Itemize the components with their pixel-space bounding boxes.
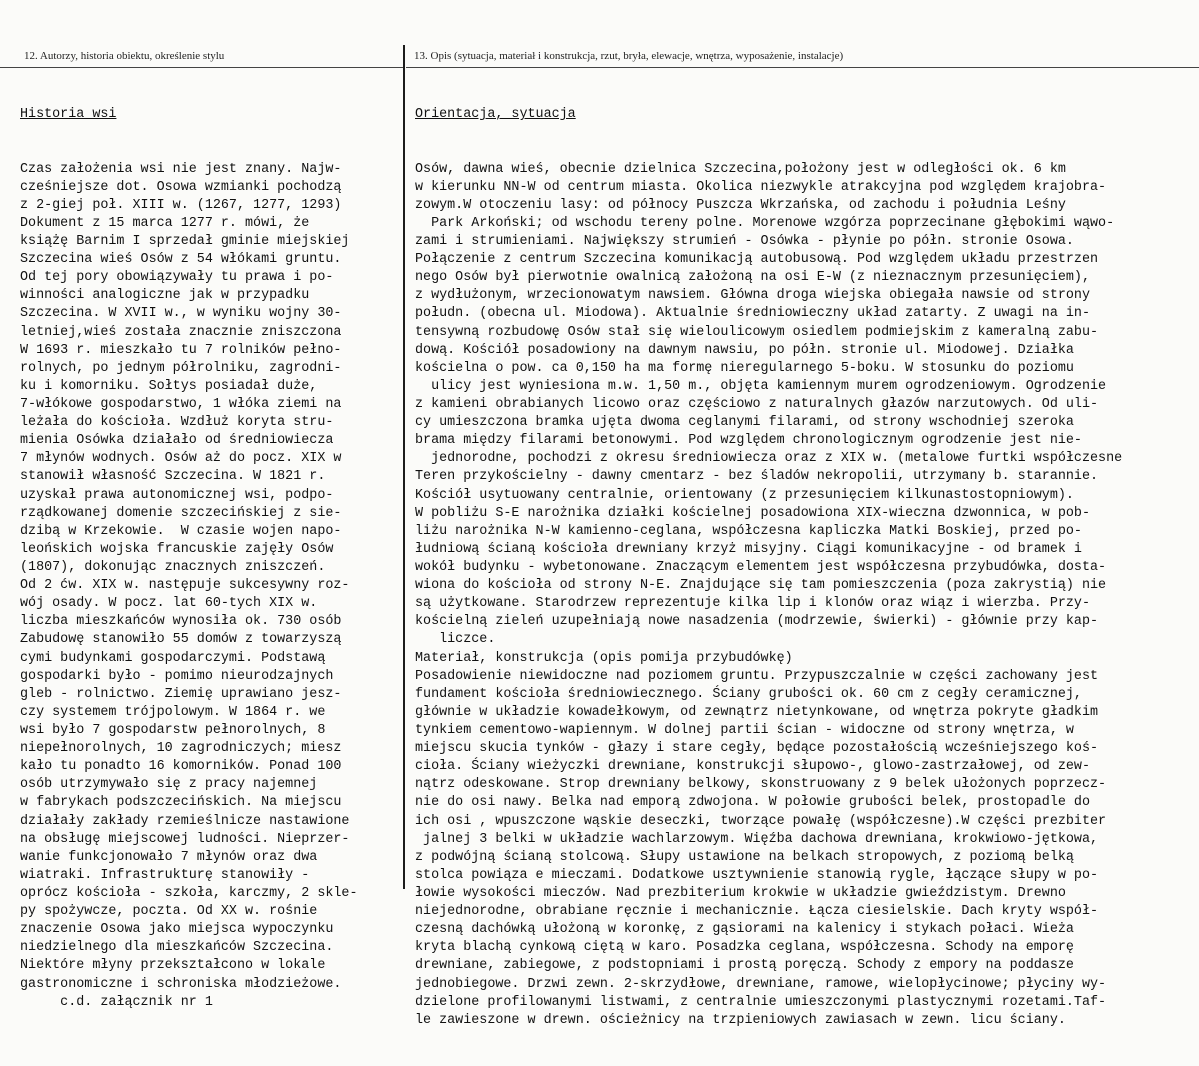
text-line: w kierunku NN-W od centrum miasta. Okolica niezwykle atrakcyjna pod względem krajobra- xyxy=(415,179,1107,195)
text-line: stanowił własność Szczecina. W 1821 r. xyxy=(20,469,326,485)
text-line: ulicy jest wyniesiona m.w. 1,50 m., objęta kamiennym murem ogrodzeniowym. Ogrodzenie xyxy=(415,378,1107,394)
text-line: winności analogiczne jak w przypadku xyxy=(20,288,310,304)
text-line: Szczecina wieś Osów z 54 włókami gruntu. xyxy=(20,252,342,268)
history-text xyxy=(20,70,402,1048)
text-line: letniej,wieś została znacznie zniszczona xyxy=(20,324,342,340)
orientation-heading: Orientacja, sytuacja xyxy=(415,107,576,123)
text-line: książę Barnim I sprzedał gminie miejskiej xyxy=(20,234,350,250)
text-line: łudniową ścianą kościoła drewniany krzyż misyjny. Ciągi komunikacyjne - od bramek i xyxy=(415,541,1082,557)
text-line: ich osi , wpuszczone wąskie deseczki, tworzące powałę (współczesne).W części prezbiter xyxy=(415,813,1107,829)
text-line: Dokument z 15 marca 1277 r. mówi, że xyxy=(20,215,310,231)
text-line: nego Osów był pierwotnie owalnicą założoną na osi E-W (z nieznacznym przesunięciem), xyxy=(415,270,1090,286)
text-line: wój osady. W pocz. lat 60-tych XIX w. xyxy=(20,596,318,612)
text-line: tynkiem cementowo-wapiennym. W dolnej partii ścian - widoczne od strony wnętrza, w xyxy=(415,723,1074,738)
section-12-caption: 12. Autorzy, historia obiektu, określenie stylu xyxy=(24,50,225,62)
description-panel xyxy=(406,45,1199,1028)
text-line: niejednorodne, obrabiane ręcznie i mechanicznie. Łącza ciesielskie. Dach kryty współ- xyxy=(415,904,1099,920)
text-line: miejscu skucia tynków - głazy i stare cegły, będące pozostałością wcześniejszego koś- xyxy=(415,741,1099,757)
text-line: (1807), dokonując znacznych zniszczeń. xyxy=(20,560,326,576)
text-line: dzibą w Krzekowie. W czasie wojen napo- xyxy=(20,523,342,539)
text-line: W pobliżu S-E narożnika działki kościelnej posadowiona XIX-wieczna dzwonnica, w pob- xyxy=(415,505,1090,521)
text-line: W 1693 r. mieszkało tu 7 rolników pełno- xyxy=(20,342,342,358)
text-line: kryta blachą cynkową ciętą w karo. Posadzka ceglana, współczesna. Schody na emporę xyxy=(415,940,1074,956)
text-line: Niektóre młyny przekształcono w lokale xyxy=(20,958,326,974)
text-line: Teren przykościelny - dawny cmentarz - bez śladów nekropolii, utrzymany b. starannie. xyxy=(415,469,1099,485)
description-lines xyxy=(415,161,1199,1030)
text-line: połudn. (obecna ul. Miodowa). Aktualnie średniowieczny układ zatarty. Z uwagi na in- xyxy=(415,306,1090,322)
text-line: oprócz kościoła - szkoła, karczmy, 2 skle- xyxy=(20,885,358,901)
text-line: liżu narożnika N-W kamienno-ceglana, współczesna kapliczka Matki Boskiej, przed po- xyxy=(415,523,1082,539)
history-panel xyxy=(0,45,405,1010)
history-lines xyxy=(20,161,402,1012)
text-line: mienia Osówka działało od średniowiecza xyxy=(20,433,334,449)
text-line: Połączenie z centrum Szczecina komunikacją autobusową. Pod względem układu przestrzen xyxy=(415,252,1099,268)
text-line: stolca powiąza e mieczami. Dodatkowe usztywnienie stanowią rygle, łączące słupy w po- xyxy=(415,867,1099,883)
text-line: c.d. załącznik nr 1 xyxy=(20,994,213,1010)
text-line: tensywną rozbudowę Osów stał się wieloulicowym osiedlem podmiejskim z kameralną zabu- xyxy=(415,324,1099,340)
history-heading: Historia wsi xyxy=(20,107,117,123)
text-line: drewniane, zabiegowe, z podstopniami i prostą poręczą. Schody z empory na poddasze xyxy=(415,958,1074,974)
text-line: kościelna o pow. ca 0,150 ha ma formę nieregularnego 5-boku. W stosunku do poziomu xyxy=(415,360,1074,376)
text-line: Zabudowę stanowiło 55 domów z towarzyszą xyxy=(20,632,342,648)
text-line: Czas założenia wsi nie jest znany. Najw- xyxy=(20,161,342,177)
text-line: cy umieszczona bramka ujęta dwoma ceglanymi filarami, od strony wschodniej szeroka xyxy=(415,415,1074,431)
text-line: rolnych, po jednym półrolniku, zagrodni- xyxy=(20,360,342,376)
text-line: Od tej pory obowiązywały tu prawa i po- xyxy=(20,270,334,286)
text-line: nie do osi nawy. Belka nad emporą zdwojona. W połowie grubości belek, prostopadle do xyxy=(415,795,1090,811)
text-line: wanie funkcjonowało 7 młynów oraz dwa xyxy=(20,849,318,865)
text-line: liczce. xyxy=(415,632,496,648)
text-line: z podwójną ścianą stolcową. Słupy ustawione na belkach stropowych, z poziomą belką xyxy=(415,849,1074,865)
text-line: 7-włókowe gospodarstwo, 1 włóka ziemi na xyxy=(20,397,342,413)
text-line: znaczenie Osowa jako miejsca wypoczynku xyxy=(20,922,334,938)
text-line: leżała do kościoła. Wzdłuż koryta stru- xyxy=(20,415,334,431)
text-line: le zawieszone w drewn. ościeżnicy na trzpieniowych zawiasach w zewn. licu ściany. xyxy=(415,1012,1066,1028)
text-line: cioła. Ściany wieżyczki drewniane, konstrukcji słupowo-, glowo-zastrzałowej, od zew- xyxy=(415,759,1090,775)
text-line: gastronomiczne i schroniska młodzieżowe. xyxy=(20,976,342,992)
description-text xyxy=(415,70,1199,1066)
text-line: zowym.W otoczeniu lasy: od północy Puszcza Wkrzańska, od zachodu i południa Leśny xyxy=(415,197,1066,213)
text-line: brama między filarami betonowymi. Pod względem chronologicznym ogrodzenie jest nie- xyxy=(415,433,1082,449)
text-line: wiona do kościoła od strony N-E. Znajdujące się tam pomieszczenia (poza zakrystią) nie xyxy=(415,578,1107,594)
text-line: kościelną zieleń uzupełniają nowe nasadzenia (modrzewie, świerki) - głównie przy kap- xyxy=(415,614,1099,630)
text-line: 7 młynów wodnych. Osów aż do pocz. XIX w xyxy=(20,451,342,467)
text-line: wiatraki. Infrastrukturę stanowiły - xyxy=(20,867,310,883)
text-line: Kościół usytuowany centralnie, orientowany (z przesunięciem kilkunastostopniowym). xyxy=(415,487,1074,503)
text-line: gleb - rolnictwo. Ziemię uprawiano jesz- xyxy=(20,686,342,702)
text-line: py spożywcze, poczta. Od XX w. rośnie xyxy=(20,904,318,920)
text-line: zami i strumieniami. Największy strumień - Osówka - płynie po półn. stronie Osowa. xyxy=(415,234,1074,250)
text-line: dową. Kościół posadowiony na dawnym nawsiu, po półn. stronie ul. Miodowej. Działka xyxy=(415,342,1074,358)
text-line: cymi budynkami gospodarczymi. Podstawą xyxy=(20,650,326,666)
text-line: wsi było 7 gospodarstw pełnorolnych, 8 xyxy=(20,723,326,738)
text-line: w fabrykach podszczecińskich. Na miejscu xyxy=(20,795,342,811)
text-line: Od 2 ćw. XIX w. następuje sukcesywny roz- xyxy=(20,578,350,594)
text-line: wokół budynku - wybetonowane. Znaczącym elementem jest współczesna przybudówka, dosta- xyxy=(415,560,1107,576)
text-line: liczba mieszkańców wynosiła ok. 730 osób xyxy=(20,614,342,630)
caption-divider xyxy=(406,67,1199,68)
text-line: dzielone profilowanymi listwami, z centralnie umieszczonymi plastycznymi rozetami.Taf- xyxy=(415,994,1107,1010)
text-line: rządkowanej domenie szczecińskiej z sie- xyxy=(20,505,342,521)
text-line: niedzielnego dla mieszkańców Szczecina. xyxy=(20,940,334,956)
text-line: cześniejsze dot. Osowa wzmianki pochodzą xyxy=(20,179,342,195)
text-line: działały zakłady rzemieślnicze nastawione xyxy=(20,813,350,829)
text-line: z 2-giej poł. XIII w. (1267, 1277, 1293) xyxy=(20,197,342,213)
text-line: na obsługę miejscowej ludności. Nieprzer- xyxy=(20,831,350,847)
text-line: Materiał, konstrukcja (opis pomija przybudówkę) xyxy=(415,650,793,666)
top-margin xyxy=(0,0,1199,44)
text-line: Szczecina. W XVII w., w wyniku wojny 30- xyxy=(20,306,342,322)
text-line: głównie w układzie kowadełkowym, od zewnątrz nietynkowane, od wnętrza pokryte gładkim xyxy=(415,704,1099,720)
text-line: osób utrzymywało się z pracy najemnej xyxy=(20,777,318,793)
text-line: nątrz odeskowane. Strop drewniany belkowy, skonstruowany z 9 belek ułożonych poprzecz- xyxy=(415,777,1107,793)
text-line: Osów, dawna wieś, obecnie dzielnica Szczecina,położony jest w odległości ok. 6 km xyxy=(415,161,1066,177)
caption-divider xyxy=(0,67,403,68)
text-line: gospodarki było - pomimo nieurodzajnych xyxy=(20,668,334,684)
text-line: czesną dachówką ułożoną w koronkę, z gąsiorami na kalenicy i stykach połaci. Wieża xyxy=(415,922,1074,938)
text-line: z wydłużonym, wrzecionowatym nawsiem. Główna droga wiejska obiegała nawsie od strony xyxy=(415,288,1090,304)
text-line: Park Arkoński; od wschodu tereny polne. Morenowe wzgórza poprzecinane głębokimi wąwo- xyxy=(415,215,1115,231)
text-line: jalnej 3 belki w układzie wachlarzowym. Więźba dachowa drewniana, krokwiowo-jętkowa, xyxy=(415,831,1099,847)
section-13-caption: 13. Opis (sytuacja, materiał i konstrukcja, rzut, bryła, elewacje, wnętrza, wyposażenie, instalacje) xyxy=(414,50,844,62)
text-line: kało tu ponadto 16 komorników. Ponad 100 xyxy=(20,759,342,775)
text-line: leońskich wojska francuskie zajęły Osów xyxy=(20,541,334,557)
text-line: fundament kościoła średniowiecznego. Ściany grubości ok. 60 cm z cegły ceramicznej, xyxy=(415,686,1082,702)
text-line: są użytkowane. Starodrzew reprezentuje kilka lip i klonów oraz wiąz i wierzba. Przy- xyxy=(415,596,1090,612)
text-line: łowie wysokości mieczów. Nad prezbiterium krokwie w układzie gwieździstym. Drewno xyxy=(415,885,1066,901)
text-line: z kamieni obrabianych licowo oraz częściowo z naturalnych głazów narzutowych. Od uli- xyxy=(415,397,1099,413)
text-line: niepełnorolnych, 10 zagrodniczych; miesz xyxy=(20,741,342,757)
text-line: Posadowienie niewidoczne nad poziomem gruntu. Przypuszczalnie w części zachowany jest xyxy=(415,668,1099,684)
text-line: jednobiegowe. Drzwi zewn. 2-skrzydłowe, drewniane, ramowe, wielopłycinowe; płyciny wy- xyxy=(415,976,1107,992)
text-line: jednorodne, pochodzi z okresu średniowiecza oraz z XIX w. (metalowe furtki współczesne xyxy=(415,451,1123,467)
text-line: uzyskał prawa autonomicznej wsi, podpo- xyxy=(20,487,334,503)
text-line: czy systemem trójpolowym. W 1864 r. we xyxy=(20,704,326,720)
text-line: ku i komorniku. Sołtys posiadał duże, xyxy=(20,378,318,394)
